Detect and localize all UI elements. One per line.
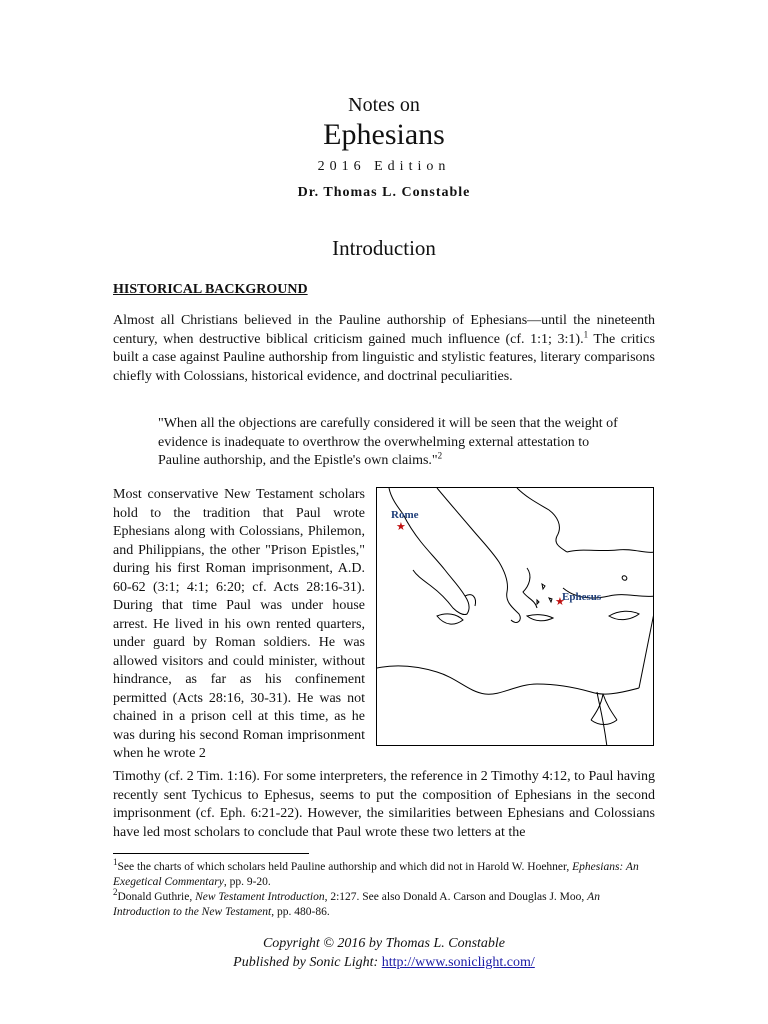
footnote-ref-1[interactable]: 1: [583, 328, 589, 339]
rome-marker-icon: ★: [396, 521, 406, 533]
footnote-2-text: Donald Guthrie,: [117, 891, 196, 903]
paragraph-authorship-text-b: The critics built a case against Pauline authorship from linguistic and stylistic features, literary comparisons chiefly with Colossians, historical evidence, and doctrinal peculiarities.: [113, 331, 655, 384]
footnote-2-mid: , 2:127. See also Donald A. Carson and Douglas J. Moo,: [324, 891, 588, 903]
footnote-1-text: See the charts of which scholars held Pauline authorship and which did not in Harold W. Hoehner,: [117, 861, 573, 873]
paragraph-imprisonment-column: Most conservative New Testament scholars hold to the tradition that Paul wrote Ephesians along with Colossians, Philemon, and Philippians, the other "Prison Epistles," during his first Roman imprisonment, A.D. 60-62 (3:1; 4:1; 6:20; cf. Acts 28:16-31). During that time Paul was under house arrest. He lived in his own rented quarters, under guard by Roman soldiers. He was allowed visitors and could minister, without hindrance, as far as his confinement permitted (Acts 28:16, 30-31). He was not chained in a prison cell at this time, as he was during his second Roman imprisonment when he wrote 2: [113, 487, 365, 761]
footnote-2: [113, 887, 655, 920]
footnote-2-book-title-1: New Testament Introduction: [195, 891, 325, 903]
block-quote-text: "When all the objections are carefully considered it will be seen that the weight of evidence is inadequate to overthrow the overwhelming external attestation to Pauline authorship, and the Epistle's own claims.": [158, 416, 618, 468]
rome-label: Rome: [391, 509, 419, 521]
soniclight-link[interactable]: http://www.soniclight.com/: [381, 955, 535, 970]
author-name: Dr. Thomas L. Constable: [297, 185, 471, 200]
footnote-1: [113, 857, 655, 890]
notes-on-label: Notes on: [348, 94, 420, 116]
footnote-1-book-title: Ephesians: An Exegetical Commentary: [113, 861, 639, 888]
footnote-2-tail: , pp. 480-86.: [271, 906, 330, 918]
mediterranean-map: [376, 487, 654, 746]
footnote-2-number: 2: [113, 887, 118, 898]
footnote-ref-2[interactable]: 2: [437, 450, 443, 461]
ephesus-label: Ephesus: [562, 591, 602, 603]
edition-label: 2016 Edition: [317, 159, 451, 174]
map-outline: [377, 488, 654, 746]
book-title: Ephesians: [323, 118, 445, 151]
footnote-2-book-title-2: An Introduction to the New Testament: [113, 891, 600, 918]
paragraph-authorship-text-a: Almost all Christians believed in the Pauline authorship of Ephesians—until the nineteenth century, when destructive biblical criticism gained much influence (cf. 1:1; 3:1).: [113, 313, 655, 347]
footnote-divider: [113, 853, 309, 854]
publisher-label: Published by Sonic Light:: [233, 955, 382, 970]
footnote-1-number: 1: [113, 857, 118, 868]
ephesus-marker-icon: ★: [555, 596, 565, 608]
paragraph-imprisonment-continued: Timothy (cf. 2 Tim. 1:16). For some interpreters, the reference in 2 Timothy 4:12, to Paul having recently sent Tychicus to Ephesus, seems to put the composition of Ephesians in the second imprisonment (cf. Eph. 6:21-22). However, the similarities between Ephesians and Colossians have led most scholars to conclude that Paul wrote these two letters at the: [113, 769, 655, 840]
footnote-1-tail: , pp. 9-20.: [223, 876, 271, 888]
section-title: Introduction: [332, 236, 436, 260]
block-quote: [158, 415, 618, 471]
copyright-block: [0, 934, 768, 972]
copyright-line: Copyright © 2016 by Thomas L. Constable: [262, 936, 506, 951]
publisher-line: [0, 953, 768, 972]
historical-background-heading: HISTORICAL BACKGROUND: [113, 282, 308, 297]
paragraph-authorship: [113, 312, 655, 386]
